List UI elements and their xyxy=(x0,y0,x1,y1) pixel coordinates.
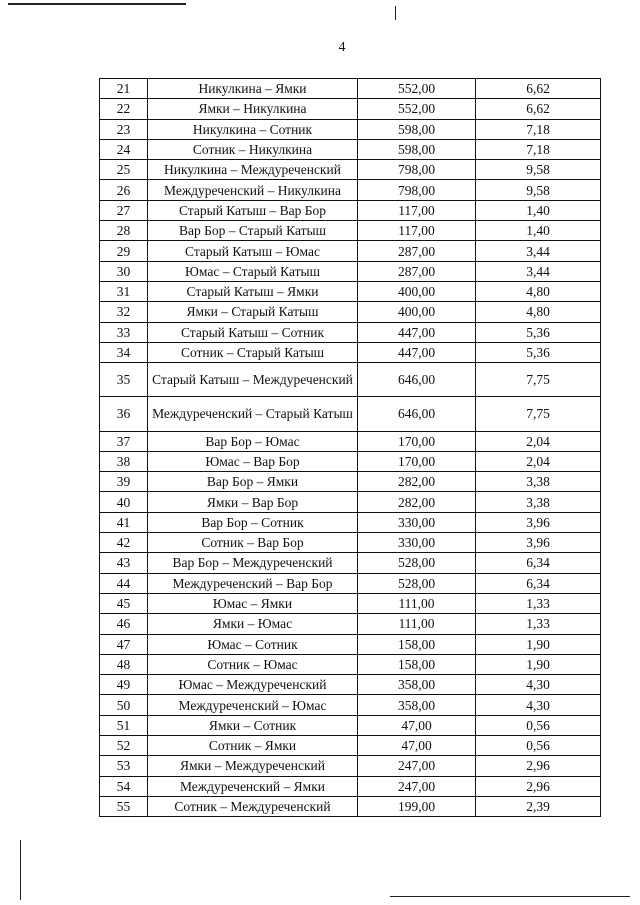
table-row xyxy=(100,776,601,796)
route-cell: Ямки – Юмас xyxy=(148,614,358,634)
distance-cell: 330,00 xyxy=(358,512,476,532)
distance-cell: 798,00 xyxy=(358,160,476,180)
price-cell: 2,04 xyxy=(476,431,601,451)
price-cell: 2,04 xyxy=(476,451,601,471)
price-cell: 1,40 xyxy=(476,200,601,220)
table-row xyxy=(100,593,601,613)
route-cell: Старый Катыш – Юмас xyxy=(148,241,358,261)
price-cell: 3,38 xyxy=(476,492,601,512)
table-row xyxy=(100,492,601,512)
route-cell: Сотник – Междуреченский xyxy=(148,796,358,816)
price-cell: 7,18 xyxy=(476,119,601,139)
route-cell: Междуреченский – Ямки xyxy=(148,776,358,796)
route-cell: Юмас – Вар Бор xyxy=(148,451,358,471)
price-cell: 2,39 xyxy=(476,796,601,816)
route-cell: Междуреченский – Старый Катыш xyxy=(148,397,358,431)
scan-artifact-bottom-right xyxy=(390,896,630,897)
distance-cell: 282,00 xyxy=(358,472,476,492)
distance-cell: 158,00 xyxy=(358,634,476,654)
table-row xyxy=(100,735,601,755)
route-cell: Старый Катыш – Ямки xyxy=(148,281,358,301)
table-row xyxy=(100,322,601,342)
route-cell: Вар Бор – Междуреченский xyxy=(148,553,358,573)
route-cell: Сотник – Юмас xyxy=(148,654,358,674)
route-cell: Вар Бор – Старый Катыш xyxy=(148,221,358,241)
price-cell: 3,44 xyxy=(476,261,601,281)
table-row xyxy=(100,99,601,119)
table-row xyxy=(100,363,601,397)
route-cell: Юмас – Междуреченский xyxy=(148,675,358,695)
price-cell: 0,56 xyxy=(476,715,601,735)
price-cell: 4,80 xyxy=(476,302,601,322)
table-row xyxy=(100,695,601,715)
table-row xyxy=(100,634,601,654)
table-row xyxy=(100,715,601,735)
row-number-cell: 48 xyxy=(100,654,148,674)
distance-cell: 170,00 xyxy=(358,431,476,451)
table-row xyxy=(100,397,601,431)
row-number-cell: 29 xyxy=(100,241,148,261)
row-number-cell: 34 xyxy=(100,342,148,362)
distance-cell: 646,00 xyxy=(358,363,476,397)
table-row xyxy=(100,796,601,816)
row-number-cell: 36 xyxy=(100,397,148,431)
distance-cell: 330,00 xyxy=(358,533,476,553)
row-number-cell: 40 xyxy=(100,492,148,512)
table-row xyxy=(100,302,601,322)
route-cell: Никулкина – Междуреченский xyxy=(148,160,358,180)
distance-cell: 447,00 xyxy=(358,322,476,342)
row-number-cell: 55 xyxy=(100,796,148,816)
price-cell: 1,90 xyxy=(476,654,601,674)
route-cell: Сотник – Ямки xyxy=(148,735,358,755)
row-number-cell: 37 xyxy=(100,431,148,451)
routes-table-body xyxy=(100,79,601,817)
price-cell: 7,75 xyxy=(476,363,601,397)
price-cell: 3,96 xyxy=(476,512,601,532)
route-cell: Междуреченский – Никулкина xyxy=(148,180,358,200)
route-cell: Междуреченский – Юмас xyxy=(148,695,358,715)
distance-cell: 358,00 xyxy=(358,695,476,715)
distance-cell: 528,00 xyxy=(358,553,476,573)
row-number-cell: 33 xyxy=(100,322,148,342)
price-cell: 6,34 xyxy=(476,553,601,573)
table-row xyxy=(100,756,601,776)
table-row xyxy=(100,533,601,553)
row-number-cell: 51 xyxy=(100,715,148,735)
distance-cell: 400,00 xyxy=(358,302,476,322)
table-row xyxy=(100,614,601,634)
route-cell: Междуреченский – Вар Бор xyxy=(148,573,358,593)
distance-cell: 117,00 xyxy=(358,221,476,241)
table-row xyxy=(100,553,601,573)
row-number-cell: 32 xyxy=(100,302,148,322)
price-cell: 2,96 xyxy=(476,756,601,776)
route-cell: Вар Бор – Ямки xyxy=(148,472,358,492)
row-number-cell: 46 xyxy=(100,614,148,634)
route-cell: Ямки – Междуреченский xyxy=(148,756,358,776)
table-row xyxy=(100,675,601,695)
price-cell: 6,62 xyxy=(476,79,601,99)
distance-cell: 400,00 xyxy=(358,281,476,301)
route-cell: Вар Бор – Сотник xyxy=(148,512,358,532)
route-cell: Никулкина – Сотник xyxy=(148,119,358,139)
route-cell: Юмас – Сотник xyxy=(148,634,358,654)
price-cell: 4,30 xyxy=(476,695,601,715)
route-cell: Ямки – Вар Бор xyxy=(148,492,358,512)
route-cell: Вар Бор – Юмас xyxy=(148,431,358,451)
row-number-cell: 49 xyxy=(100,675,148,695)
distance-cell: 552,00 xyxy=(358,79,476,99)
row-number-cell: 25 xyxy=(100,160,148,180)
distance-cell: 158,00 xyxy=(358,654,476,674)
price-cell: 9,58 xyxy=(476,180,601,200)
table-row xyxy=(100,160,601,180)
distance-cell: 598,00 xyxy=(358,139,476,159)
row-number-cell: 52 xyxy=(100,735,148,755)
table-row xyxy=(100,119,601,139)
route-cell: Никулкина – Ямки xyxy=(148,79,358,99)
price-cell: 4,30 xyxy=(476,675,601,695)
route-cell: Старый Катыш – Междуреченский xyxy=(148,363,358,397)
price-cell: 1,33 xyxy=(476,593,601,613)
row-number-cell: 42 xyxy=(100,533,148,553)
price-cell: 7,18 xyxy=(476,139,601,159)
price-cell: 9,58 xyxy=(476,160,601,180)
table-row xyxy=(100,139,601,159)
row-number-cell: 21 xyxy=(100,79,148,99)
route-cell: Старый Катыш – Сотник xyxy=(148,322,358,342)
distance-cell: 247,00 xyxy=(358,776,476,796)
table-row xyxy=(100,281,601,301)
price-cell: 5,36 xyxy=(476,342,601,362)
route-cell: Ямки – Старый Катыш xyxy=(148,302,358,322)
row-number-cell: 43 xyxy=(100,553,148,573)
price-cell: 1,90 xyxy=(476,634,601,654)
price-cell: 6,62 xyxy=(476,99,601,119)
price-cell: 6,34 xyxy=(476,573,601,593)
table-row xyxy=(100,180,601,200)
row-number-cell: 28 xyxy=(100,221,148,241)
row-number-cell: 30 xyxy=(100,261,148,281)
table-row xyxy=(100,512,601,532)
table-row xyxy=(100,221,601,241)
distance-cell: 282,00 xyxy=(358,492,476,512)
distance-cell: 447,00 xyxy=(358,342,476,362)
price-cell: 3,38 xyxy=(476,472,601,492)
route-cell: Юмас – Ямки xyxy=(148,593,358,613)
distance-cell: 117,00 xyxy=(358,200,476,220)
route-cell: Старый Катыш – Вар Бор xyxy=(148,200,358,220)
distance-cell: 287,00 xyxy=(358,241,476,261)
row-number-cell: 31 xyxy=(100,281,148,301)
price-cell: 4,80 xyxy=(476,281,601,301)
row-number-cell: 23 xyxy=(100,119,148,139)
table-row xyxy=(100,573,601,593)
route-cell: Ямки – Сотник xyxy=(148,715,358,735)
table-row xyxy=(100,241,601,261)
row-number-cell: 39 xyxy=(100,472,148,492)
route-cell: Юмас – Старый Катыш xyxy=(148,261,358,281)
route-cell: Сотник – Никулкина xyxy=(148,139,358,159)
row-number-cell: 50 xyxy=(100,695,148,715)
distance-cell: 47,00 xyxy=(358,735,476,755)
scan-artifact-left-edge xyxy=(20,840,21,900)
route-cell: Сотник – Вар Бор xyxy=(148,533,358,553)
price-cell: 3,44 xyxy=(476,241,601,261)
table-row xyxy=(100,472,601,492)
distance-cell: 358,00 xyxy=(358,675,476,695)
table-row xyxy=(100,200,601,220)
row-number-cell: 54 xyxy=(100,776,148,796)
price-cell: 1,33 xyxy=(476,614,601,634)
distance-cell: 170,00 xyxy=(358,451,476,471)
distance-cell: 111,00 xyxy=(358,614,476,634)
distance-cell: 646,00 xyxy=(358,397,476,431)
price-cell: 2,96 xyxy=(476,776,601,796)
table-row xyxy=(100,654,601,674)
routes-table xyxy=(99,78,601,817)
price-cell: 7,75 xyxy=(476,397,601,431)
distance-cell: 199,00 xyxy=(358,796,476,816)
table-row xyxy=(100,342,601,362)
price-cell: 3,96 xyxy=(476,533,601,553)
distance-cell: 552,00 xyxy=(358,99,476,119)
table-row xyxy=(100,451,601,471)
row-number-cell: 41 xyxy=(100,512,148,532)
distance-cell: 111,00 xyxy=(358,593,476,613)
row-number-cell: 24 xyxy=(100,139,148,159)
distance-cell: 798,00 xyxy=(358,180,476,200)
row-number-cell: 38 xyxy=(100,451,148,471)
row-number-cell: 45 xyxy=(100,593,148,613)
scan-artifact-top-left xyxy=(8,3,186,5)
row-number-cell: 27 xyxy=(100,200,148,220)
scan-artifact-top-mark xyxy=(395,6,396,20)
distance-cell: 247,00 xyxy=(358,756,476,776)
row-number-cell: 44 xyxy=(100,573,148,593)
distance-cell: 47,00 xyxy=(358,715,476,735)
table-row xyxy=(100,79,601,99)
row-number-cell: 47 xyxy=(100,634,148,654)
price-cell: 1,40 xyxy=(476,221,601,241)
route-cell: Ямки – Никулкина xyxy=(148,99,358,119)
distance-cell: 287,00 xyxy=(358,261,476,281)
row-number-cell: 22 xyxy=(100,99,148,119)
distance-cell: 598,00 xyxy=(358,119,476,139)
row-number-cell: 35 xyxy=(100,363,148,397)
table-row xyxy=(100,261,601,281)
distance-cell: 528,00 xyxy=(358,573,476,593)
page-number: 4 xyxy=(338,40,346,55)
price-cell: 5,36 xyxy=(476,322,601,342)
row-number-cell: 26 xyxy=(100,180,148,200)
row-number-cell: 53 xyxy=(100,756,148,776)
route-cell: Сотник – Старый Катыш xyxy=(148,342,358,362)
table-row xyxy=(100,431,601,451)
price-cell: 0,56 xyxy=(476,735,601,755)
